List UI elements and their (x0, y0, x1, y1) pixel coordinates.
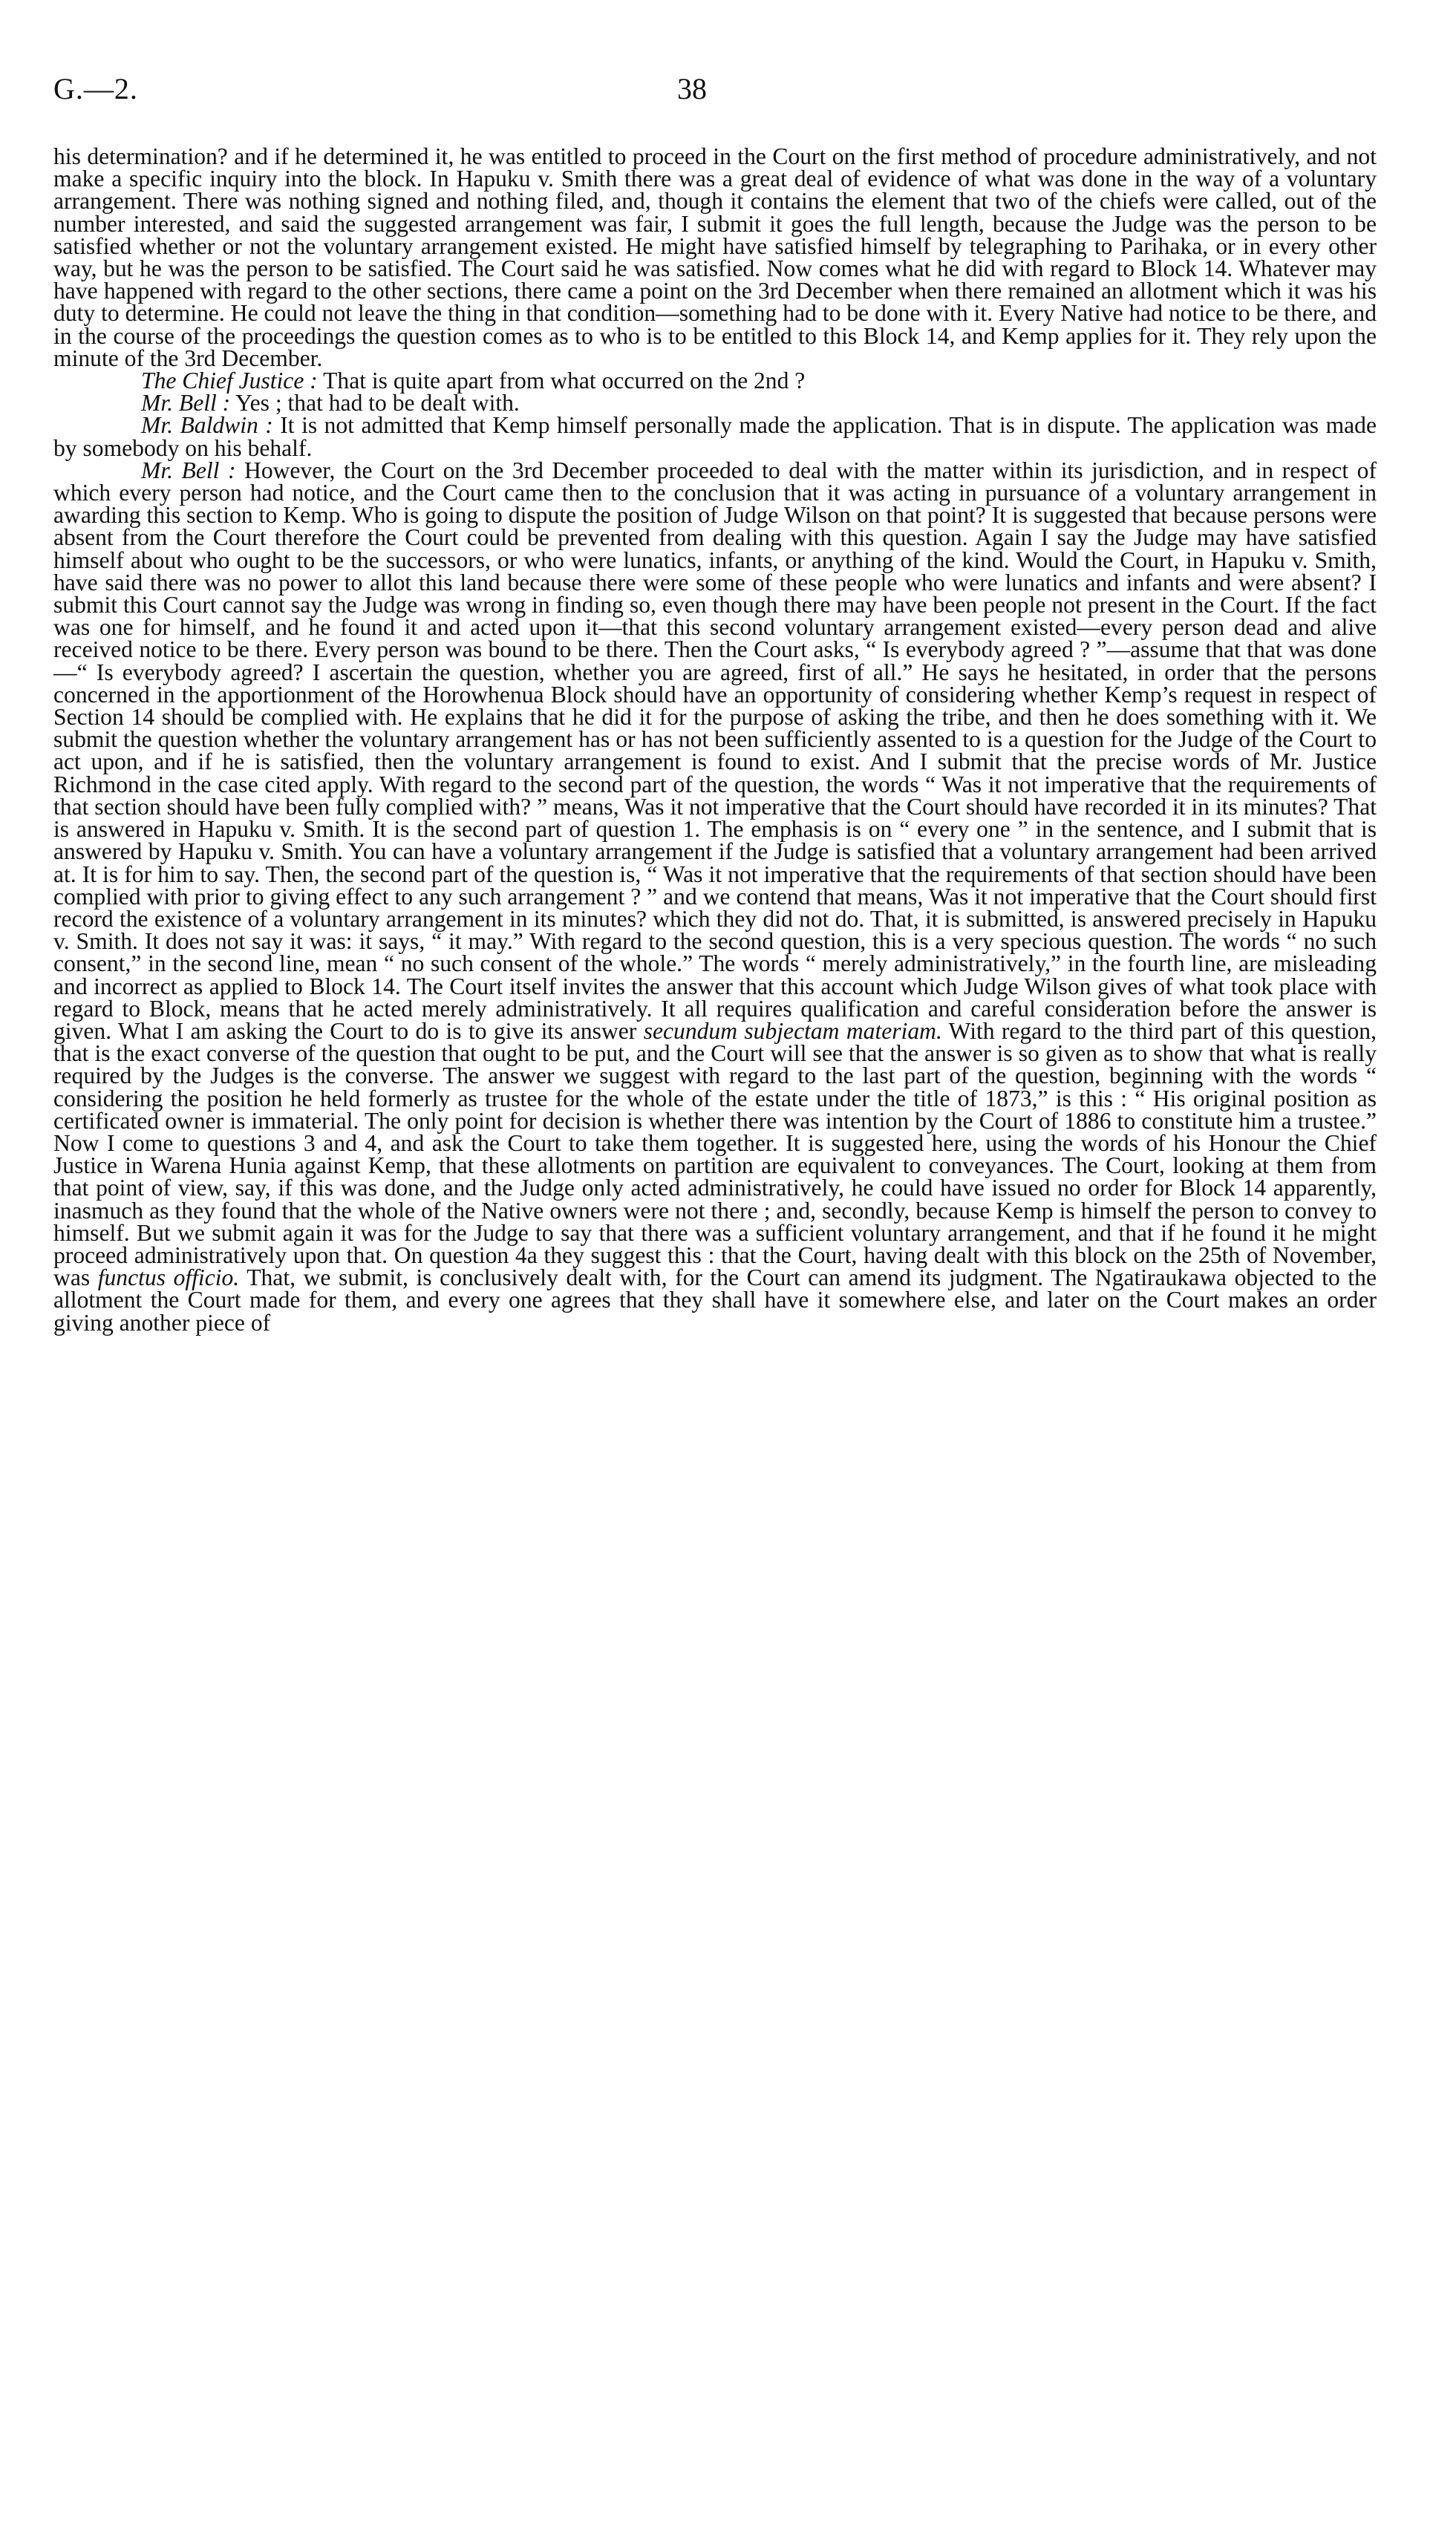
paragraph-mr-bell (53, 390, 1377, 417)
paragraph-mr-bell-argument (53, 457, 1377, 1336)
speaker-name: The Chief Justice : (141, 368, 318, 394)
paragraph-chief-justice (53, 370, 1377, 392)
page-number: 38 (677, 72, 707, 105)
document-reference: G.—2. (53, 72, 138, 105)
latin-phrase: functus officio. (97, 1264, 240, 1291)
speaker-name: Mr. Bell : (141, 390, 231, 417)
speech-text: It is not admitted that Kemp himself personally made the application. That is in dispute. The application was made by somebody on his behalf. (53, 412, 1377, 461)
speech-text: Yes ; that had to be dealt with. (230, 390, 520, 417)
speech-text: That, we submit, is conclusively dealt with, for the Court can amend its judgment. The Ngatiraukawa objected to the allotment the Court made for them, and every one agrees that they shall have it somewhere else, and later on the Court makes an order giving another piece of (53, 1264, 1377, 1336)
speech-text: That is quite apart from what occurred on the 2nd ? (317, 368, 806, 394)
speaker-name: Mr. Baldwin : (141, 412, 273, 439)
latin-phrase: secundum subjectam materiam. (643, 1017, 942, 1044)
paragraph-continuation: his determination? and if he determined it, he was entitled to proceed in the Court on the first method of procedure administratively, and not make a specific inquiry into the block. In Hapuku v. Smith there was a great deal of evidence of what was done in the way of a voluntary arrangement. There was nothing signed and nothing filed, and, though it contains the element that two of the chiefs were called, out of the number interested, and said the suggested arrangement was fair, I submit it goes the full length, because the Judge was the person to be satisfied whether or not the voluntary arrangement existed. He might have satisfied himself by telegraphing to Parihaka, or in every other way, but he was the person to be satisfied. The Court said he was satisfied. Now comes what he did with regard to Block 14. Whatever may have happened with regard to the other sections, there came a point on the 3rd December when there remained an allotment which it was his duty to determine. He could not leave the thing in that condition—something had to be done with it. Every Native had notice to be there, and in the course of the proceedings the question comes as to who is to be entitled to this Block 14, and Kemp applies for it. They rely upon the minute of the 3rd December. (53, 143, 1377, 371)
speaker-name: Mr. Bell : (141, 457, 236, 483)
speech-text: With regard to the third part of this question, that is the exact converse of the question that ought to be put, and the Court will see that the answer is so given as to show that what is really required by the Judges is the converse. The answer we suggest with regard to the last part of the question, beginning with the words “ considering the position he held formerly as trustee for the whole of the estate under the title of 1873,” is this : “ His original position as certificated owner is immaterial. The only point for decision is whether there was intention by the Court of 1886 to constitute him a trustee.” Now I come to questions 3 and 4, and ask the Court to take them together. It is suggested here, using the words of his Honour the Chief Justice in Warena Hunia against Kemp, that these allotments on partition are equivalent to conveyances. The Court, looking at them from that point of view, say, if this was done, and the Judge only acted administratively, he could have issued no order for Block 14 apparently, inasmuch as they found that the whole of the Native owners were not there ; and, secondly, because Kemp is himself the person to convey to himself. But we submit again it was for the Judge to say that there was a sufficient voluntary arrangement, and that if he found it he might proceed administratively upon that. On question 4a they suggest this : that the Court, having dealt with this block on the 25th of November, was (53, 1017, 1377, 1291)
paragraph-mr-baldwin (53, 414, 1377, 459)
page-header (53, 71, 1377, 116)
speech-text: However, the Court on the 3rd December proceeded to deal with the matter within its jurisdiction, and in respect of which every person had notice, and the Court came then to the conclusion that it was acting in pursuance of a voluntary arrangement in awarding this section to Kemp. Who is going to dispute the position of Judge Wilson on that point? It is suggested that because persons were absent from the Court therefore the Court could be prevented from dealing with this question. Again I say the Judge may have satisfied himself about who ought to be the successors, or who were lunatics, infants, or anything of the kind. Would the Court, in Hapuku v. Smith, have said there was no power to allot this land because there were some of these people who were lunatics and infants and were absent? I submit this Court cannot say the Judge was wrong in finding so, even though there may have been people not present in the Court. If the fact was one for himself, and he found it and acted upon it—that this second voluntary arrangement existed—every person dead and alive received notice to be there. Every person was bound to be there. Then the Court asks, “ Is everybody agreed ? ”—assume that that was done—“ Is everybody agreed? I ascertain the question, whether you are agreed, first of all.” He says he hesitated, in order that the persons concerned in the apportionment of the Horowhenua Block should have an opportunity of considering whether Kemp’s request in respect of Section 14 should be complied with. He explains that he did it for the purpose of asking the tribe, and then he does something with it. We submit the question whether the voluntary arrangement has or has not been sufficiently assented to is a question for the Judge of the Court to act upon, and if he is satisfied, then the voluntary arrangement is found to exist. And I submit that the precise words of Mr. Justice Richmond in the case cited apply. With regard to the second part of the question, the words “ Was it not imperative that the requirements of that section should have been fully complied with? ” means, Was it not imperative that the Court should have recorded it in its minutes? That is answered in Hapuku v. Smith. It is the second part of question 1. The emphasis is on “ every one ” in the sentence, and I submit that is answered by Hapuku v. Smith. You can have a voluntary arrangement if the Judge is satisfied that a voluntary arrangement had been arrived at. It is for him to say. Then, the second part of the question is, “ Was it not imperative that the requirements of that section should have been complied with prior to giving effect to any such arrangement ? ” and we contend that means, Was it not imperative that the Court should first record the existence of a voluntary arrangement in its minutes? which they did not do. That, it is submitted, is answered precisely in Hapuku v. Smith. It does not say it was: it says, “ it may.” With regard to the second question, this is a very specious question. The words “ no such consent,” in the second line, mean “ no such consent of the whole.” The words “ merely administratively,” in the fourth line, are misleading and incorrect as applied to Block 14. The Court itself invites the answer that this account which Judge Wilson gives of what took place with regard to Block, means that he acted merely administratively. It all requires qualification and careful consideration before the answer is given. What I am asking the Court to do is to give its answer (53, 457, 1377, 1044)
body-text (53, 143, 1377, 1336)
